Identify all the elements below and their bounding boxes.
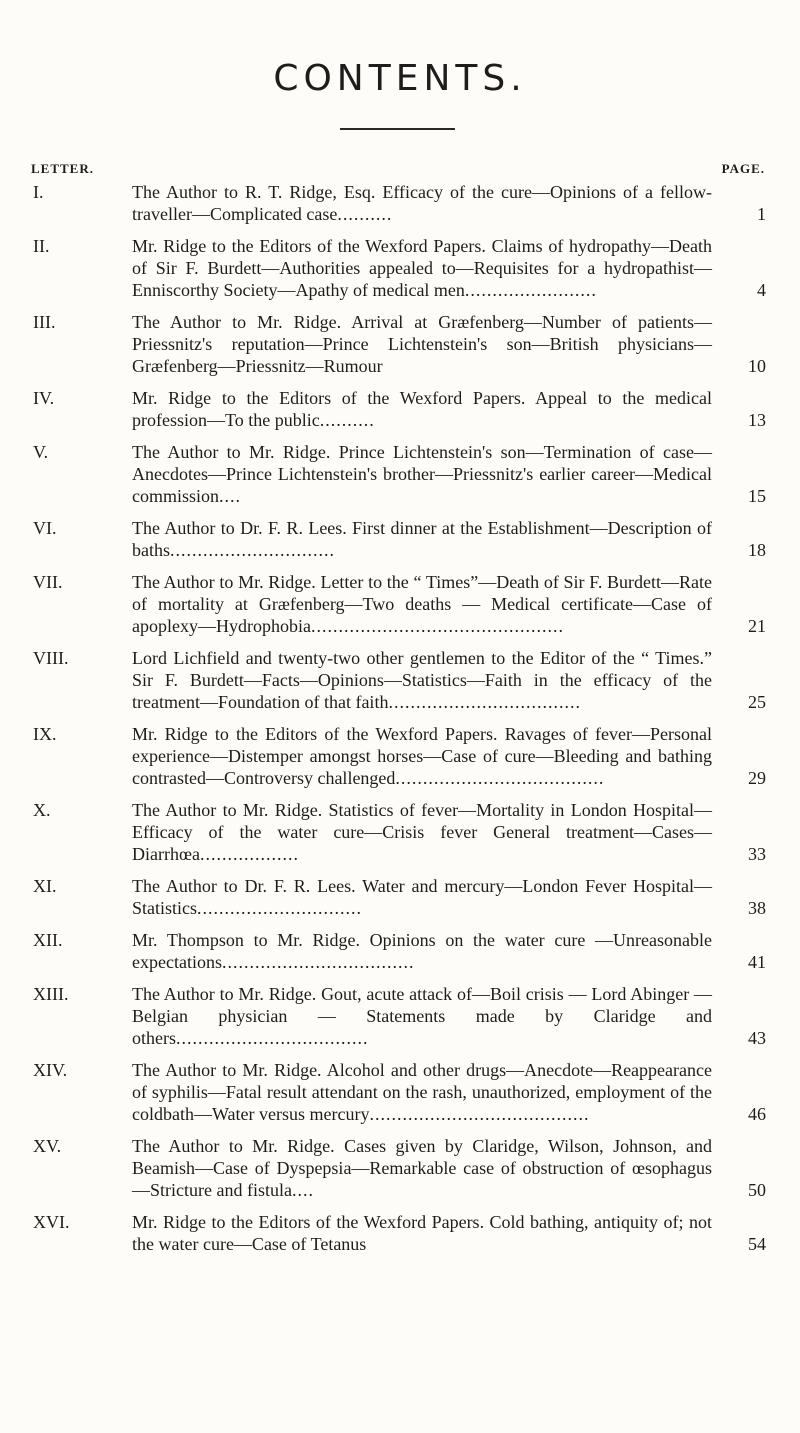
entry-page-number: 38 [748, 898, 766, 918]
entry-text: The Author to Dr. F. R. Lees. First dinner at the Establishment—Description of baths.............................. [132, 518, 712, 560]
entry-numeral: III. [33, 312, 56, 332]
letter-column-header: LETTER. [31, 161, 94, 176]
entry-numeral: II. [33, 236, 50, 256]
entry-numeral: XVI. [33, 1212, 70, 1232]
contents-entry [0, 181, 800, 225]
entry-page-number: 21 [748, 616, 766, 636]
entry-text: The Author to R. T. Ridge, Esq. Efficacy of the cure—Opinions of a fellow-traveller—Complicated case.......... [132, 182, 712, 224]
contents-entry [0, 929, 800, 973]
contents-entry [0, 1059, 800, 1125]
contents-entry [0, 235, 800, 301]
entry-page-number: 4 [757, 280, 766, 300]
entry-text: The Author to Dr. F. R. Lees. Water and mercury—London Fever Hospital—Statistics.............................. [132, 876, 712, 918]
contents-entry [0, 1211, 800, 1255]
contents-list [0, 181, 800, 1265]
entry-text: Mr. Ridge to the Editors of the Wexford Papers. Ravages of fever—Personal experience—Distemper amongst horses—Case of cure—Bleeding and bathing contrasted—Controversy challenged...................................... [132, 724, 712, 788]
entry-text: The Author to Mr. Ridge. Arrival at Græfenberg—Number of patients—Priessnitz's reputation—Prince Lichtenstein's son—British physicians—Græfenberg—Priessnitz—Rumour [132, 312, 712, 376]
entry-text: The Author to Mr. Ridge. Prince Lichtenstein's son—Termination of case—Anecdotes—Prince Lichtenstein's brother—Priessnitz's earlier career—Medical commission.... [132, 442, 712, 506]
entry-text: The Author to Mr. Ridge. Alcohol and other drugs—Anecdote—Reappearance of syphilis—Fatal result attendant on the rash, unauthorized, employment of the coldbath—Water versus mercury........................................ [132, 1060, 712, 1124]
entry-numeral: IX. [33, 724, 57, 744]
entry-text: Mr. Ridge to the Editors of the Wexford Papers. Claims of hydropathy—Death of Sir F. Burdett—Authorities appealed to—Requisites for a hydropathist—Enniscorthy Society—Apathy of medical men........................ [132, 236, 712, 300]
contents-entry [0, 1135, 800, 1201]
entry-page-number: 29 [748, 768, 766, 788]
entry-page-number: 43 [748, 1028, 766, 1048]
entry-text: Mr. Thompson to Mr. Ridge. Opinions on the water cure —Unreasonable expectations................................... [132, 930, 712, 972]
entry-numeral: VI. [33, 518, 57, 538]
entry-text: Lord Lichfield and twenty-two other gentlemen to the Editor of the “ Times.” Sir F. Burdett—Facts—Opinions—Statistics—Faith in the efficacy of the treatment—Foundation of that faith................................... [132, 648, 712, 712]
entry-page-number: 10 [748, 356, 766, 376]
entry-page-number: 25 [748, 692, 766, 712]
entry-numeral: XI. [33, 876, 57, 896]
entry-page-number: 54 [748, 1234, 766, 1254]
entry-text: The Author to Mr. Ridge. Letter to the “ Times”—Death of Sir F. Burdett—Rate of mortality at Græfenberg—Two deaths — Medical certificate—Case of apoplexy—Hydrophobia.............................................. [132, 572, 712, 636]
entry-numeral: XIV. [33, 1060, 68, 1080]
entry-page-number: 41 [748, 952, 766, 972]
contents-entry [0, 311, 800, 377]
entry-numeral: XII. [33, 930, 63, 950]
entry-text: Mr. Ridge to the Editors of the Wexford Papers. Appeal to the medical profession—To the public.......... [132, 388, 712, 430]
entry-page-number: 18 [748, 540, 766, 560]
contents-entry [0, 441, 800, 507]
contents-entry [0, 517, 800, 561]
entry-numeral: IV. [33, 388, 55, 408]
page-title: CONTENTS. [273, 58, 527, 99]
entry-text: The Author to Mr. Ridge. Gout, acute attack of—Boil crisis — Lord Abinger — Belgian physician — Statements made by Claridge and others................................... [132, 984, 712, 1048]
entry-numeral: V. [33, 442, 49, 462]
entry-page-number: 33 [748, 844, 766, 864]
entry-page-number: 50 [748, 1180, 766, 1200]
entry-page-number: 13 [748, 410, 766, 430]
contents-entry [0, 647, 800, 713]
entry-numeral: I. [33, 182, 44, 202]
entry-text: Mr. Ridge to the Editors of the Wexford Papers. Cold bathing, antiquity of; not the water cure—Case of Tetanus [132, 1212, 712, 1254]
contents-entry [0, 571, 800, 637]
contents-entry [0, 983, 800, 1049]
entry-numeral: VIII. [33, 648, 69, 668]
contents-entry [0, 723, 800, 789]
entry-numeral: XV. [33, 1136, 62, 1156]
entry-text: The Author to Mr. Ridge. Statistics of fever—Mortality in London Hospital—Efficacy of the water cure—Crisis fever General treatment—Cases— Diarrhœa.................. [132, 800, 712, 864]
entry-numeral: VII. [33, 572, 63, 592]
entry-numeral: XIII. [33, 984, 69, 1004]
entry-text: The Author to Mr. Ridge. Cases given by Claridge, Wilson, Johnson, and Beamish—Case of Dyspepsia—Remarkable case of obstruction of œsophagus—Stricture and fistula.... [132, 1136, 712, 1200]
entry-numeral: X. [33, 800, 51, 820]
contents-entry [0, 799, 800, 865]
contents-entry [0, 875, 800, 919]
page-column-header: PAGE. [721, 161, 765, 176]
entry-page-number: 46 [748, 1104, 766, 1124]
title-rule [340, 128, 455, 130]
entry-page-number: 1 [757, 204, 766, 224]
contents-entry [0, 387, 800, 431]
entry-page-number: 15 [748, 486, 766, 506]
